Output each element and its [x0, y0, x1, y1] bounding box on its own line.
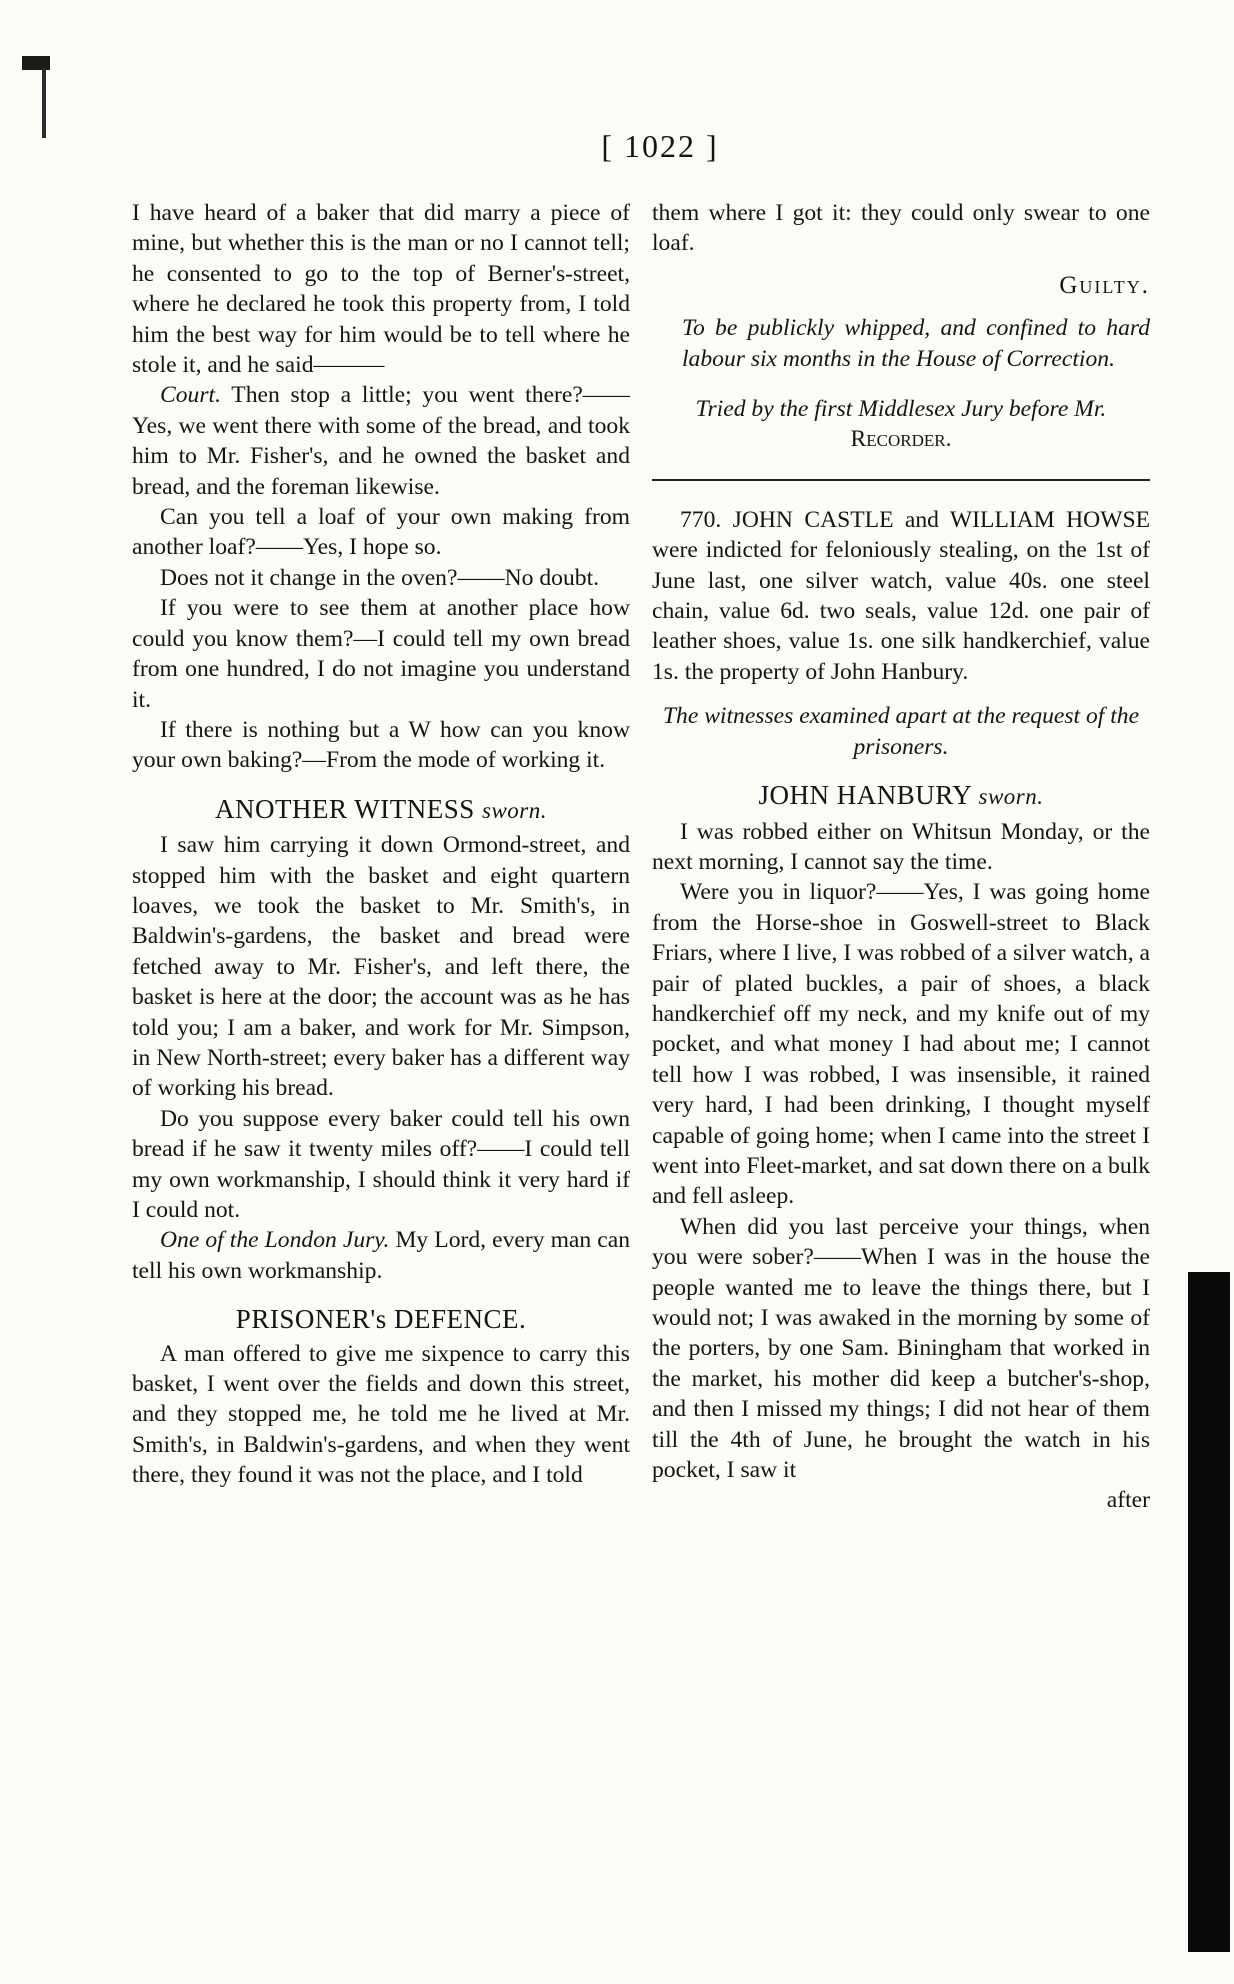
left-column — [132, 198, 630, 1491]
paragraph: I was robbed either on Whitsun Monday, or the next morning, I cannot say the time. — [652, 818, 1150, 875]
paragraph: Were you in liquor?——Yes, I was going home from the Horse-shoe in Goswell-street to Black Friars, where I live, I was robbed of a silver watch, a pair of plated buckles, a pair of shoes, a black handkerchief off my neck, and my knife out of my pocket, and what money I had about me; I cannot tell how I was robbed, I was insensible, it rained very hard, I had been drinking, I thought myself capable of going home; when I came into the street I went into Fleet-market, and sat down there on a bulk and fell asleep. — [652, 879, 1150, 1210]
paragraph: Can you tell a loaf of your own making from another loaf?——Yes, I hope so. — [132, 504, 630, 561]
right-column — [652, 198, 1150, 1516]
section-heading — [132, 794, 630, 826]
heading-text: ANOTHER WITNESS — [215, 793, 475, 824]
paragraph — [132, 1225, 630, 1286]
paragraph: Do you suppose every baker could tell his own bread if he saw it twenty miles off?——I could tell my own workmanship, I should think it very hard if I could not. — [132, 1105, 630, 1223]
paragraph: I saw him carrying it down Ormond-street, and stopped him with the basket and eight quartern loaves, we took the basket to Mr. Smith's, in Baldwin's-gardens, the basket and bread were fetched away to Mr. Fisher's, and left there, the basket is here at the door; the account was as he has told you; I am a baker, and work for Mr. Simpson, in New North-street; every baker has a different way of working his bread. — [132, 832, 630, 1102]
section-heading — [652, 780, 1150, 812]
heading-sworn: sworn. — [482, 797, 547, 823]
page-number: [ 1022 ] — [601, 128, 719, 164]
tried-recorder: Recorder. — [850, 426, 952, 453]
paragraph: I have heard of a baker that did marry a piece of mine, but whether this is the man or no I cannot tell; he consented to go to the top of Berner's-street, where he declared he took this property from, I told him the best way for him would be to tell where he stole it, and he said——— — [132, 200, 630, 379]
heading-sworn: sworn. — [978, 784, 1044, 810]
paragraph-text: Then stop a little; you went there?——Yes, we went there with some of the bread, and took him to Mr. Fisher's, and he owned the basket and bread, and the foreman likewise. — [132, 382, 630, 500]
paragraph: 770. JOHN CASTLE and WILLIAM HOWSE were indicted for feloniously stealing, on the 1st of June last, one silver watch, value 40s. one steel chain, value 6d. two seals, value 12d. one pair of leather shoes, value 1s. one silk handkerchief, value 1s. the property of John Hanbury. — [652, 506, 1150, 685]
scan-margin-line — [42, 68, 46, 138]
verdict: Guilty. — [1059, 271, 1150, 299]
paragraph: A man offered to give me sixpence to carry this basket, I went over the fields and down this street, and they stopped me, he told me he lived at Mr. Smith's, in Baldwin's-gardens, and when they went there, they found it was not the place, and I told — [132, 1340, 630, 1489]
paragraph: them where I got it: they could only swear to one loaf. — [652, 200, 1150, 257]
speaker-label: Court. — [160, 382, 221, 409]
paragraph: Does not it change in the oven?——No doubt. — [160, 564, 600, 591]
paragraph: If you were to see them at another place how could you know them?—I could tell my own bread from one hundred, I do not imagine you understand it. — [132, 595, 630, 713]
section-divider — [652, 479, 1150, 481]
scan-edge-bar — [1188, 1272, 1230, 1952]
section-heading: PRISONER's DEFENCE. — [235, 1304, 527, 1335]
sentence: To be publickly whipped, and confined to hard labour six months in the House of Correction. — [682, 315, 1150, 372]
paragraph: When did you last perceive your things, when you were sober?——When I was in the house the people wanted me to leave the things there, but I would not; I was awaked in the morning by some of the porters, by one Sam. Biningham that worked in the market, his mother did keep a butcher's-shop, and then I missed my things; I did not hear of them till the 4th of June, he brought the watch in his pocket, I saw it — [652, 1213, 1150, 1484]
tried-text: Tried by the first Middlesex Jury before Mr. — [695, 396, 1107, 423]
heading-text: JOHN HANBURY — [758, 780, 972, 811]
tried-note — [652, 394, 1150, 455]
request-note: The witnesses examined apart at the request of the prisoners. — [662, 703, 1140, 760]
paragraph: If there is nothing but a W how can you know your own baking?—From the mode of working it. — [132, 716, 630, 774]
paragraph — [132, 380, 630, 502]
speaker-label: One of the London Jury. — [160, 1227, 390, 1254]
catchword: after — [1106, 1487, 1150, 1514]
paragraph-text: My Lord, every man can tell his own workmanship. — [132, 1227, 630, 1284]
